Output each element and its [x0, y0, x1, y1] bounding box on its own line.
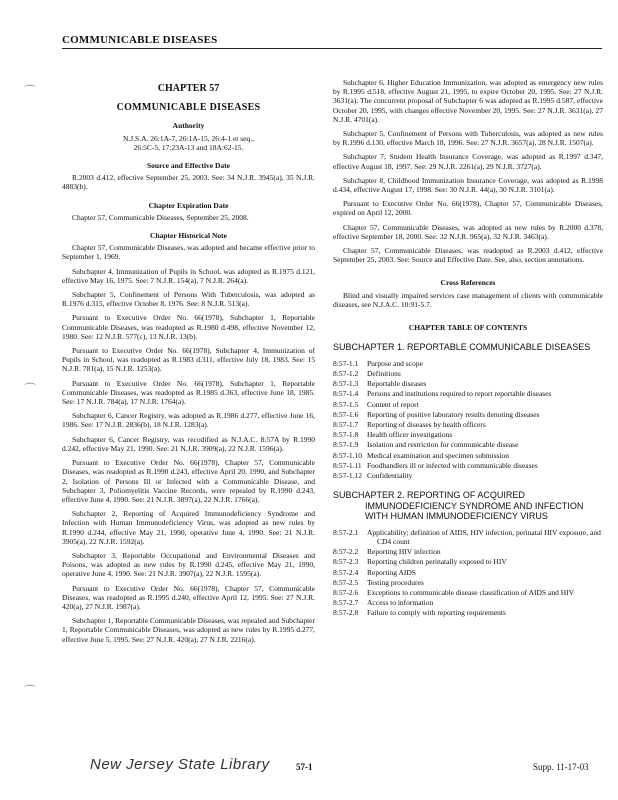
toc-section-number: 8:57-2.2: [333, 547, 359, 557]
toc-section-number: 8:57-1.3: [333, 379, 359, 389]
subchapter-2-heading: SUBCHAPTER 2. REPORTING OF ACQUIRED IMMUNODEFICIENCY SYNDROME AND INFECTION WITH HUMAN IMMUNODEFICIENCY VIRUS: [333, 490, 584, 522]
toc-entry: [333, 598, 603, 607]
toc-section-title: Applicability; definition of AIDS, HIV infection, perinatal HIV exposure, and CD4 count: [367, 527, 601, 546]
toc-section-title: Reporting HIV infection: [367, 547, 441, 557]
toc-entry: [333, 389, 603, 398]
toc-entry: [333, 359, 603, 368]
subchapter-1-heading: SUBCHAPTER 1. REPORTABLE COMMUNICABLE DISEASES: [333, 342, 591, 353]
toc-section-title: Testing procedures: [367, 577, 424, 587]
toc-entry: [333, 547, 603, 556]
toc-section-title: Reporting of diseases by health officers: [367, 419, 486, 429]
toc-section-number: 8:57-1.10: [333, 450, 362, 460]
toc-section-title: Persons and institutions required to report reportable diseases: [367, 389, 552, 399]
toc-entry: [333, 369, 603, 378]
toc-section-title: Reportable diseases: [367, 379, 427, 389]
history-paragraph: Chapter 57, Communicable Diseases, was adopted and became effective prior to September 1, 1969.: [62, 243, 315, 262]
toc-section-number: 8:57-1.2: [333, 368, 359, 378]
toc-section-title: Health officer investigations: [367, 430, 453, 440]
toc-subchapter-1: [333, 359, 603, 480]
toc-entry: [333, 379, 603, 388]
source-text: R.2003 d.412, effective September 25, 2003. See: 34 N.J.R. 3945(a), 35 N.J.R. 4883(b).: [62, 173, 315, 192]
toc-section-title: Reporting children perinatally exposed to HIV: [367, 557, 507, 567]
right-column: [333, 78, 603, 619]
toc-section-title: Access to information: [367, 598, 434, 608]
history-paragraph: Subchapter 5, Confinement of Persons with Tuberculosis, was adopted as new rules by R.1996 d.130, effective March 18, 1996. See: 27 N.J.R. 3657(a), 28 N.J.R. 1507(a).: [333, 129, 603, 148]
toc-section-number: 8:57-2.8: [333, 608, 359, 618]
history-paragraph: Pursuant to Executive Order No. 66(1978), Subchapter 1, Reportable Communicable Diseases, was readopted as R.1980 d.498, effective November 12, 1980. See: 12 N.J.R. 577(c), 13 N.J.R. 13(b).: [62, 313, 315, 341]
toc-section-title: Reporting of positive laboratory results denoting diseases: [367, 409, 540, 419]
history-paragraph: Pursuant to Executive Order No. 66(1978), Chapter 57, Communicable Diseases, was readopted as R.1990 d.243, effective April 20, 1990, and Subchapter 2, Isolation of Persons Ill or Infected with a Communicable Disease, and Subchapter 3, Poliomyelitis Vaccine Records, were repealed by R.1990 d.243, effective June 4, 1990. See: 21 N.J.R. 3897(a), 22 N.J.R. 1766(a).: [62, 458, 315, 504]
toc-entry: [333, 588, 603, 597]
history-heading: Chapter Historical Note: [150, 231, 227, 241]
toc-section-number: 8:57-1.1: [333, 358, 359, 368]
toc-section-title: Medical examination and specimen submission: [367, 450, 510, 460]
toc-section-number: 8:57-1.5: [333, 399, 359, 409]
authority-line: N.J.S.A. 26:1A-7, 26:1A-15, 26:4-1 et seq.,: [122, 133, 255, 143]
chapter-number: CHAPTER 57: [157, 83, 220, 94]
toc-heading: CHAPTER TABLE OF CONTENTS: [408, 323, 528, 333]
history-paragraph: Subchapter 3, Reportable Occupational and Environmental Diseases and Poisons, was adopted as new rules by R.1990 d.245, effective May 21, 1990, operative June 4, 1990. See: 21 N.J.R. 3907(a), 22 N.J.R. 1595(a).: [62, 550, 315, 579]
toc-section-title: Purpose and scope: [367, 358, 423, 368]
history-paragraph: Subchapter 6, Cancer Registry, was recodified as N.J.A.C. 8:57A by R.1990 d.242, effective May 21, 1990. See: 21 N.J.R. 3909(a), 22 N.J.R. 1596(a).: [62, 434, 315, 453]
toc-section-number: 8:57-2.1: [333, 527, 359, 537]
library-stamp: New Jersey State Library: [90, 756, 270, 773]
toc-section-number: 8:57-2.4: [333, 567, 359, 577]
toc-entry: [333, 430, 603, 439]
margin-mark-icon: ⌒: [24, 684, 37, 698]
toc-entry: [333, 557, 603, 566]
expiration-heading: Chapter Expiration Date: [148, 200, 229, 210]
toc-section-title: Confidentiality: [367, 471, 413, 480]
toc-section-title: Failure to comply with reporting requirements: [367, 608, 506, 618]
running-head: COMMUNICABLE DISEASES: [62, 34, 602, 49]
toc-entry: [333, 528, 603, 546]
toc-section-title: Isolation and restriction for communicable disease: [367, 440, 519, 450]
toc-section-number: 8:57-2.5: [333, 577, 359, 587]
toc-section-title: Content of report: [367, 399, 419, 409]
toc-section-number: 8:57-2.7: [333, 598, 359, 608]
history-paragraph: Subchapter 1, Reportable Communicable Diseases, was repealed and Subchapter 1, Reportable Communicable Diseases, was adopted as new rules by R.1995 d.277, effective June 5, 1995. See: 27 N.J.R. 420(a), 27 N.J.R. 2216(a).: [62, 616, 315, 644]
authority-line: 26:5C-5, 17:23A-13 and 18A:62-15.: [133, 142, 244, 152]
history-paragraph: Pursuant to Executive Order No. 66(1978), Chapter 57, Communicable Diseases, was readopted as R.1995 d.240, effective April 12, 1995. See: 27 N.J.R. 420(a), 27 N.J.R. 1987(a).: [62, 583, 315, 611]
toc-subchapter-2: [333, 528, 603, 618]
page-number: 57-1: [296, 762, 313, 772]
toc-section-title: Definitions: [367, 368, 401, 378]
history-paragraph: Chapter 57, Communicable Diseases, was adopted as new rules by R.2000 d.378, effective September 18, 2000. See: 32 N.J.R. 965(a), 32 N.J.R. 3463(a).: [333, 222, 603, 241]
toc-section-number: 8:57-1.4: [333, 389, 359, 399]
history-paragraph: Subchapter 6, Higher Education Immunization, was adopted as emergency new rules by R.1995 d.518, effective August 21, 1995, to expire October 20, 1995. See: 27 N.J.R. 3631(a). The concurrent proposal of Subchapter 6 was adopted as R.1995 d.587, effective October 20, 1995, with changes effective November 20, 1995. See: 27 N.J.R. 3631(a), 27 N.J.R. 4701(a).: [333, 78, 603, 124]
history-paragraph: Subchapter 7, Student Health Insurance Coverage, was adopted as R.1997 d.347, effective August 18, 1997. See: 29 N.J.R. 2261(a), 29 N.J.R. 3727(a).: [333, 152, 603, 171]
cross-references-heading: Cross References: [440, 278, 496, 288]
toc-section-number: 8:57-2.3: [333, 557, 359, 567]
toc-section-number: 8:57-1.8: [333, 430, 359, 440]
toc-section-number: 8:57-1.12: [333, 471, 362, 480]
toc-entry: [333, 461, 603, 470]
history-paragraph: Subchapter 6, Cancer Registry, was adopted as R.1986 d.277, effective June 16, 1986. See: 17 N.J.R. 2836(b), 18 N.J.R. 1283(a).: [62, 411, 315, 430]
toc-entry: [333, 400, 603, 409]
chapter-name: COMMUNICABLE DISEASES: [116, 102, 261, 114]
expiration-text: Chapter 57, Communicable Diseases, September 25, 2008.: [72, 212, 249, 222]
margin-mark-icon: ⌒: [24, 84, 37, 98]
left-column: [62, 78, 315, 649]
history-paragraph: Subchapter 2, Reporting of Acquired Immunodeficiency Syndrome and Infection with Human Immunodeficiency Virus, was adopted as new rules by R.1990 d.244, effective May 21, 1990, operative June 4, 1990. See: 21 N.J.R. 3905(a), 22 N.J.R. 1592(a).: [62, 509, 315, 546]
toc-entry: [333, 608, 603, 617]
history-paragraph: Chapter 57, Communicable Diseases, was readopted as R.2003 d.412, effective September 25, 2003. See: Source and Effective Date. See, also, section annotations.: [333, 246, 603, 265]
history-paragraph: Pursuant to Executive Order No. 66(1978), Chapter 57, Communicable Diseases, expired on April 12, 2000.: [333, 199, 603, 218]
toc-section-title: Reporting AIDS: [367, 567, 416, 577]
toc-section-number: 8:57-1.11: [333, 460, 362, 470]
toc-section-title: Exceptions to communicable disease classification of AIDS and HIV: [367, 587, 575, 597]
supplement-date: Supp. 11-17-03: [533, 762, 589, 772]
cross-references-text: Blind and visually impaired services case management of clients with communicable diseases, see N.J.A.C. 10:91-5.7.: [333, 290, 603, 309]
toc-entry: [333, 568, 603, 577]
toc-entry: [333, 440, 603, 449]
history-paragraph: Subchapter 8, Childhood Immunization Insurance Coverage, was adopted as R.1998 d.434, effective August 17, 1998. See: 30 N.J.R. 44(a), 30 N.J.R. 3101(a).: [333, 175, 603, 195]
toc-section-number: 8:57-2.6: [333, 587, 359, 597]
toc-section-title: Foodhandlers ill or infected with communicable diseases: [367, 460, 538, 470]
history-paragraph: Pursuant to Executive Order No. 66(1978), Subchapter 1, Reportable Communicable Diseases, was readopted as R.1985 d.363, effective June 18, 1985. See: 17 N.J.R. 784(a), 17 N.J.R. 1764(a).: [62, 378, 315, 407]
authority-heading: Authority: [172, 121, 205, 131]
margin-mark-icon: ⌒: [24, 382, 37, 396]
history-paragraph: Subchapter 5, Confinement of Persons With Tuberculosis, was adopted as R.1976 d.315, effective October 8, 1976. See: 8 N.J.R. 513(a).: [62, 290, 315, 309]
toc-section-number: 8:57-1.6: [333, 409, 359, 419]
toc-entry: [333, 410, 603, 419]
toc-entry: [333, 471, 603, 480]
history-paragraph: Pursuant to Executive Order No. 66(1978), Subchapter 4, Immunization of Pupils in School, was readopted as R.1983 d.311, effective July 18, 1983. See: 15 N.J.R. 781(a), 15 N.J.R. 1253(a).: [62, 346, 315, 374]
toc-section-number: 8:57-1.7: [333, 419, 359, 429]
toc-entry: [333, 451, 603, 460]
toc-entry: [333, 578, 603, 587]
source-heading: Source and Effective Date: [147, 161, 230, 171]
history-paragraph: Subchapter 4, Immunization of Pupils in School, was adopted as R.1975 d.121, effective May 16, 1975. See: 7 N.J.R. 154(a), 7 N.J.R. 264(a).: [62, 266, 315, 285]
toc-entry: [333, 420, 603, 429]
toc-section-number: 8:57-1.9: [333, 440, 359, 450]
